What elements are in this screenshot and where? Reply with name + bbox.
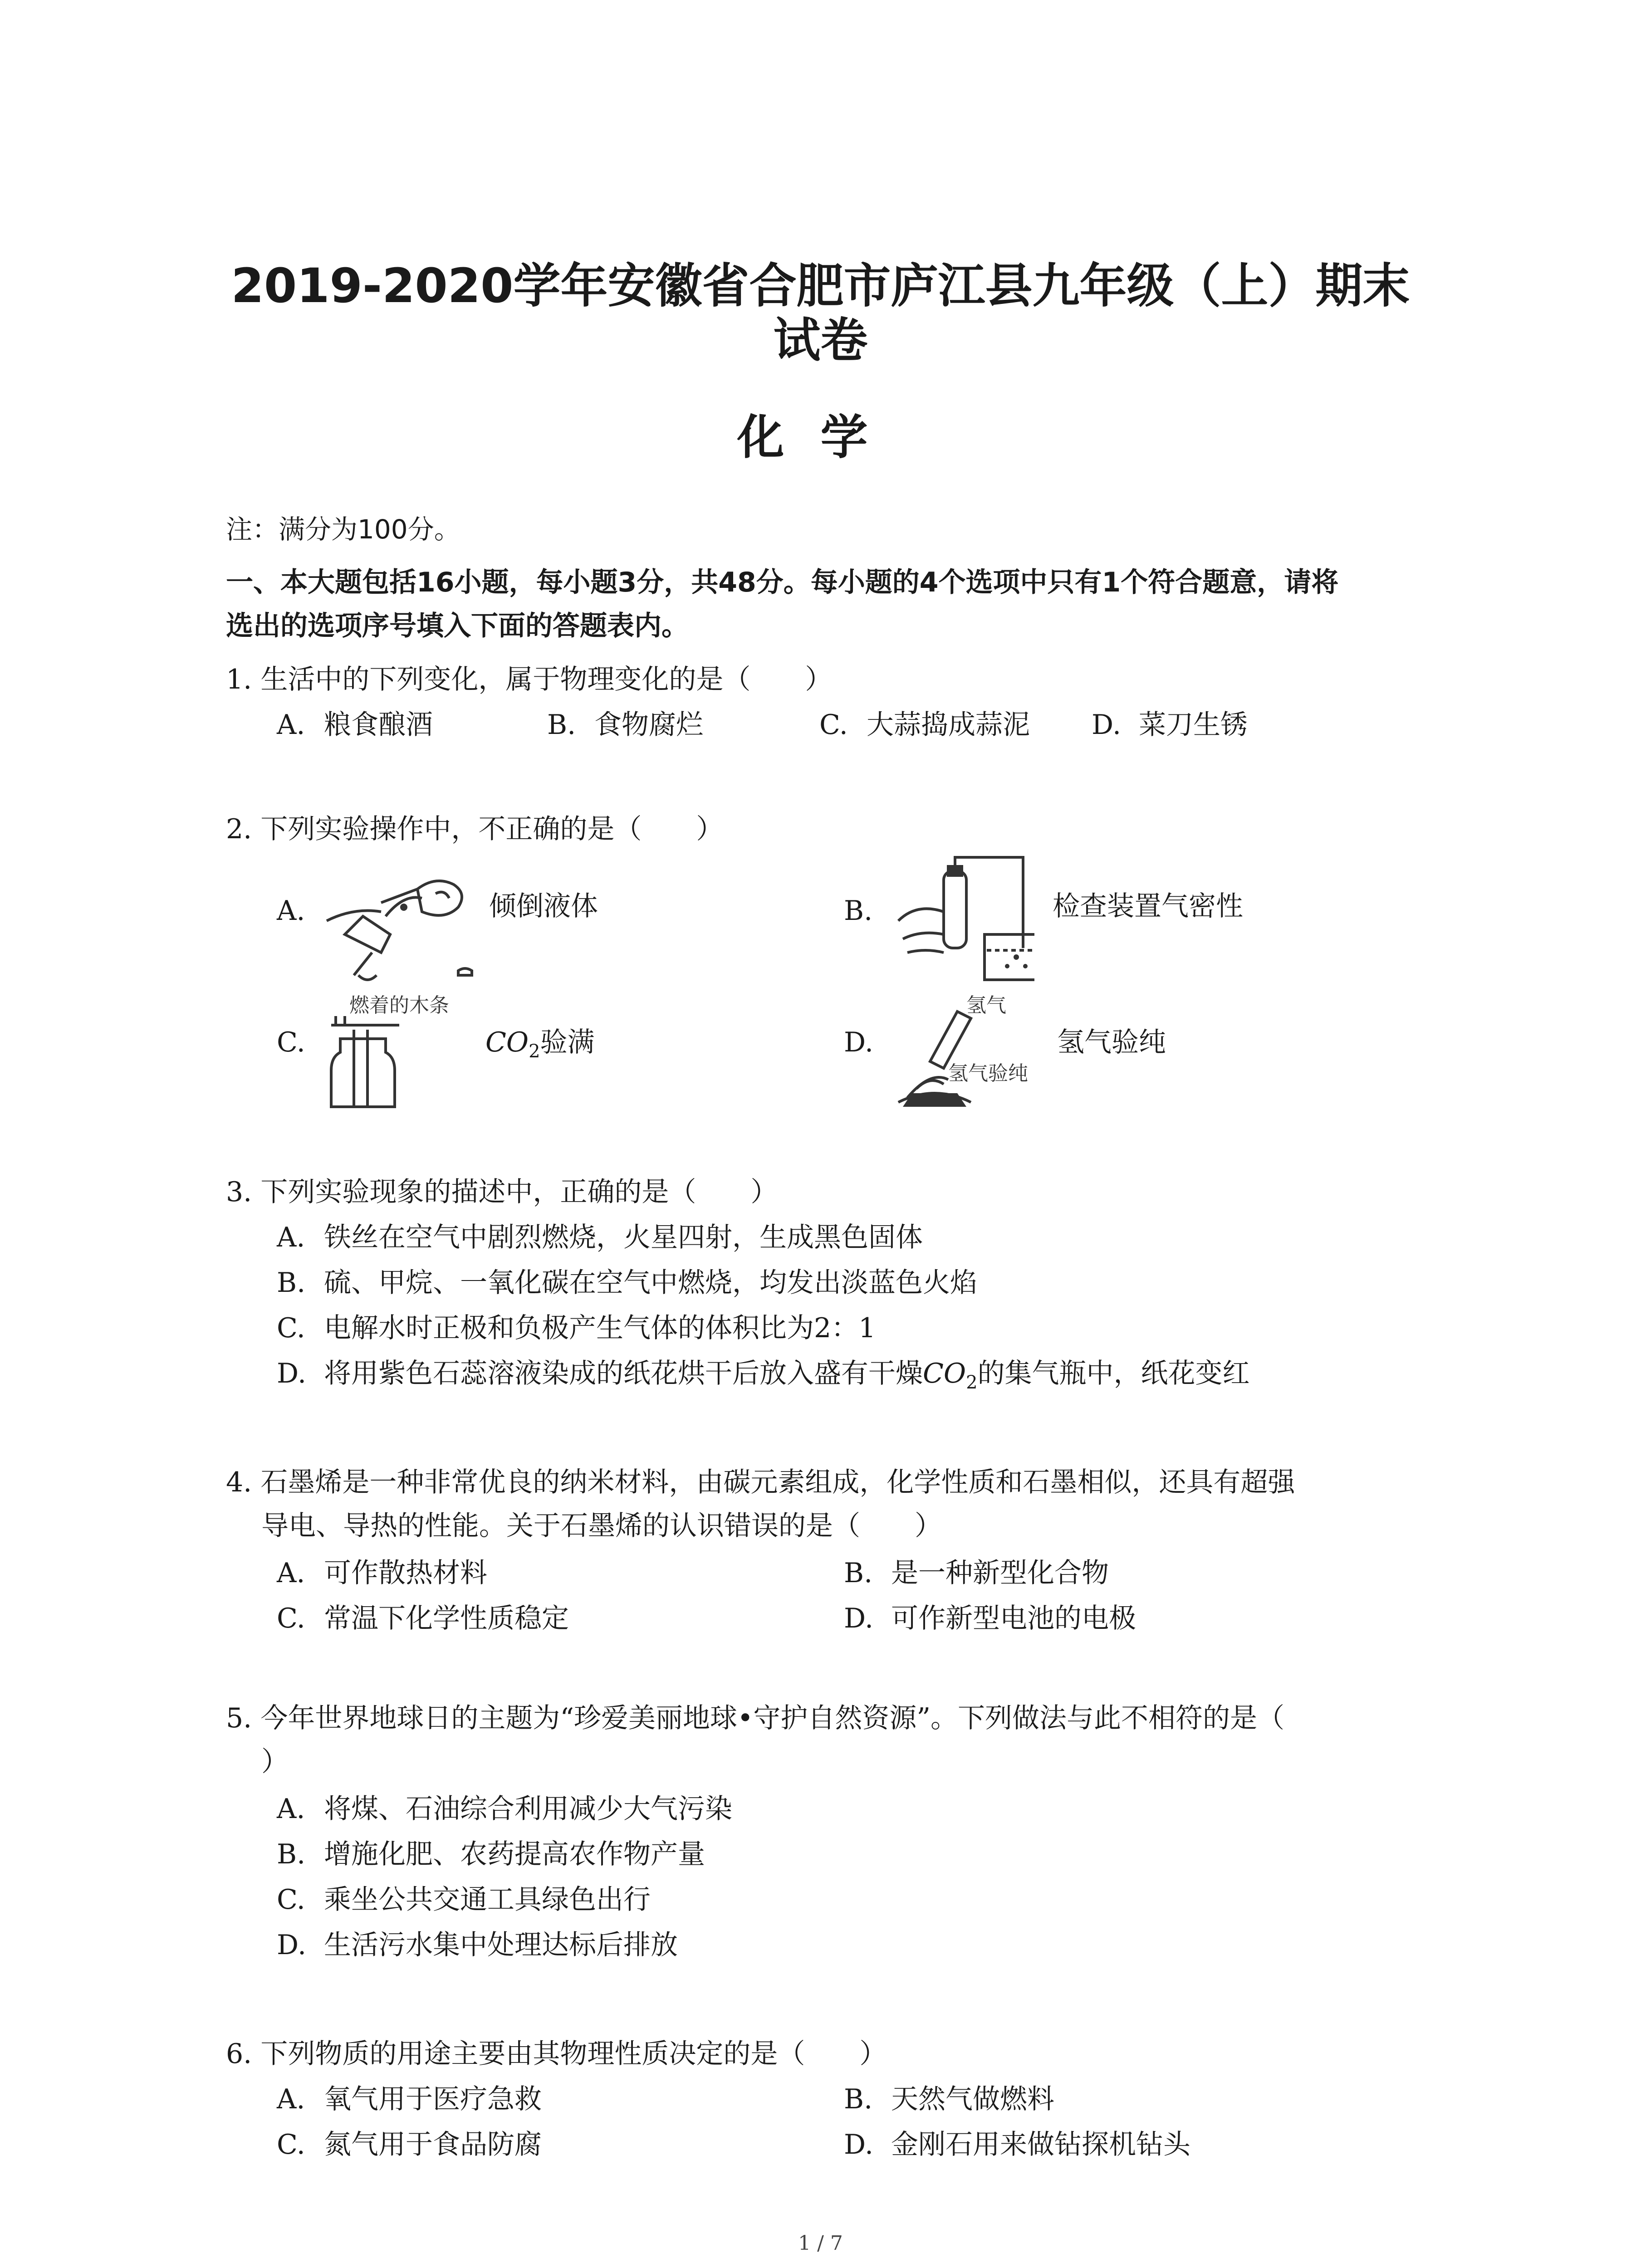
option-text-after: 的集气瓶中，纸花变红 xyxy=(977,1358,1250,1389)
q6-option-d xyxy=(844,2123,1190,2166)
hydrogen-label: 氢气 xyxy=(966,994,1006,1017)
question-5-stem-line1: 5. 今年世界地球日的主题为“珍爱美丽地球•守护自然资源”。下列做法与此不相符的是（ xyxy=(226,1702,1285,1734)
option-letter: B. xyxy=(277,1267,306,1299)
option-text: 将用紫色石蕊溶液染成的纸花烘干后放入盛有干燥 xyxy=(324,1358,923,1389)
section-heading xyxy=(226,561,1451,648)
chem-subscript: 2 xyxy=(529,1041,540,1062)
q2-option-d-letter: D. xyxy=(844,1026,874,1058)
option-text: 电解水时正极和负极产生气体的体积比为2：1 xyxy=(324,1312,876,1344)
q4-option-a xyxy=(277,1551,487,1595)
q4-option-d xyxy=(844,1597,1136,1640)
question-4-stem-line1: 4. 石墨烯是一种非常优良的纳米材料，由碳元素组成，化学性质和石墨相似，还具有超强 xyxy=(226,1466,1295,1498)
question-3-stem: 3. 下列实验现象的描述中，正确的是（ ） xyxy=(226,1176,778,1208)
option-text: 增施化肥、农药提高农作物产量 xyxy=(324,1838,705,1870)
page-title-line2: 试卷 xyxy=(773,313,868,368)
q2-option-b-letter: B. xyxy=(844,895,873,927)
page-number: 1 / 7 xyxy=(798,2232,843,2255)
q3-option-b xyxy=(277,1261,977,1305)
option-letter: C. xyxy=(277,1603,305,1634)
q2-option-a-text: 倾倒液体 xyxy=(489,890,598,922)
option-text: 将煤、石油综合利用减少大气污染 xyxy=(324,1793,732,1825)
q2-option-a-letter: A. xyxy=(277,895,305,927)
q4-option-c xyxy=(277,1597,569,1640)
q2-option-c-letter: C. xyxy=(277,1026,305,1058)
question-4-stem-line2: 导电、导热的性能。关于石墨烯的认识错误的是（ ） xyxy=(261,1510,942,1542)
page-title: 2019-2020学年安徽省合肥市庐江县九年级（上）期末 xyxy=(231,258,1410,313)
chem-subscript: 2 xyxy=(966,1372,978,1393)
option-letter: C. xyxy=(277,2129,305,2160)
q1-option-a xyxy=(277,703,433,747)
pouring-liquid-figure xyxy=(318,862,499,998)
question-2-stem: 2. 下列实验操作中，不正确的是（ ） xyxy=(226,813,724,845)
q1-option-b xyxy=(547,703,703,747)
option-text: 大蒜捣成蒜泥 xyxy=(867,709,1030,741)
option-text: 可作新型电池的电极 xyxy=(891,1603,1136,1634)
option-text: 天然气做燃料 xyxy=(891,2083,1054,2115)
section-heading-line1: 一、本大题包括16小题，每小题3分，共48分。每小题的4个选项中只有1个符合题意，请将 xyxy=(226,567,1339,598)
option-letter: D. xyxy=(277,1929,307,1961)
option-letter: A. xyxy=(277,1793,305,1825)
option-letter: A. xyxy=(277,1222,305,1253)
option-text: 硫、甲烷、一氧化碳在空气中燃烧，均发出淡蓝色火焰 xyxy=(324,1267,977,1299)
q6-option-b xyxy=(844,2077,1054,2121)
option-letter: B. xyxy=(844,2083,873,2115)
option-text: 验满 xyxy=(540,1026,595,1058)
option-letter: B. xyxy=(844,1557,873,1589)
option-text: 可作散热材料 xyxy=(324,1557,487,1589)
option-text: 常温下化学性质稳定 xyxy=(324,1603,569,1634)
q1-option-d xyxy=(1092,703,1248,747)
option-letter: C. xyxy=(819,709,848,741)
question-6-stem: 6. 下列物质的用途主要由其物理性质决定的是（ ） xyxy=(226,2038,887,2070)
q2-option-d-text: 氢气验纯 xyxy=(1057,1026,1166,1058)
option-letter: C. xyxy=(277,1884,305,1916)
q4-option-b xyxy=(844,1551,1109,1595)
co2-collection-figure xyxy=(318,1012,408,1111)
q6-option-a xyxy=(277,2077,542,2121)
q5-option-c xyxy=(277,1878,651,1921)
q6-option-c xyxy=(277,2123,542,2166)
q3-option-c xyxy=(277,1306,876,1350)
question-5-stem-line2: ） xyxy=(261,1746,289,1778)
option-text: 菜刀生锈 xyxy=(1139,709,1248,741)
option-letter: D. xyxy=(844,1603,874,1634)
q5-option-b xyxy=(277,1833,705,1876)
option-text: 是一种新型化合物 xyxy=(891,1557,1109,1589)
option-text: 粮食酿酒 xyxy=(324,709,433,741)
option-letter: B. xyxy=(547,709,576,741)
q3-option-a xyxy=(277,1216,923,1259)
subject-heading: 化学 xyxy=(737,410,904,465)
q5-option-d xyxy=(277,1923,678,1967)
option-text: 食物腐烂 xyxy=(594,709,703,741)
option-text: 氧气用于医疗急救 xyxy=(324,2083,542,2115)
option-text: 铁丝在空气中剧烈燃烧，火星四射，生成黑色固体 xyxy=(324,1222,923,1253)
option-letter: C. xyxy=(277,1312,305,1344)
airtightness-check-figure xyxy=(889,853,1034,989)
score-note: 注：满分为100分。 xyxy=(226,514,460,545)
q2-option-c-text xyxy=(485,1021,595,1073)
option-letter: D. xyxy=(1092,709,1122,741)
option-letter: D. xyxy=(844,2129,874,2160)
option-letter: D. xyxy=(277,1358,307,1389)
q2-option-b-text: 检查装置气密性 xyxy=(1053,890,1243,922)
option-letter: A. xyxy=(277,1557,305,1589)
chem-formula: CO xyxy=(485,1026,529,1058)
option-letter: A. xyxy=(277,709,305,741)
option-text: 氮气用于食品防腐 xyxy=(324,2129,542,2160)
section-heading-line2: 选出的选项序号填入下面的答题表内。 xyxy=(226,610,689,642)
hydrogen-test-label: 氢气验纯 xyxy=(948,1062,1028,1085)
option-text: 生活污水集中处理达标后排放 xyxy=(324,1929,678,1961)
option-letter: B. xyxy=(277,1838,306,1870)
option-text: 金刚石用来做钻探机钻头 xyxy=(891,2129,1190,2160)
q5-option-a xyxy=(277,1787,732,1831)
q1-option-c xyxy=(819,703,1030,747)
option-letter: A. xyxy=(277,2083,305,2115)
q3-option-d xyxy=(277,1352,1250,1404)
question-1-stem: 1. 生活中的下列变化，属于物理变化的是（ ） xyxy=(226,664,833,695)
burning-stick-label: 燃着的木条 xyxy=(349,994,449,1017)
chem-formula: CO xyxy=(923,1358,966,1389)
option-text: 乘坐公共交通工具绿色出行 xyxy=(324,1884,651,1916)
